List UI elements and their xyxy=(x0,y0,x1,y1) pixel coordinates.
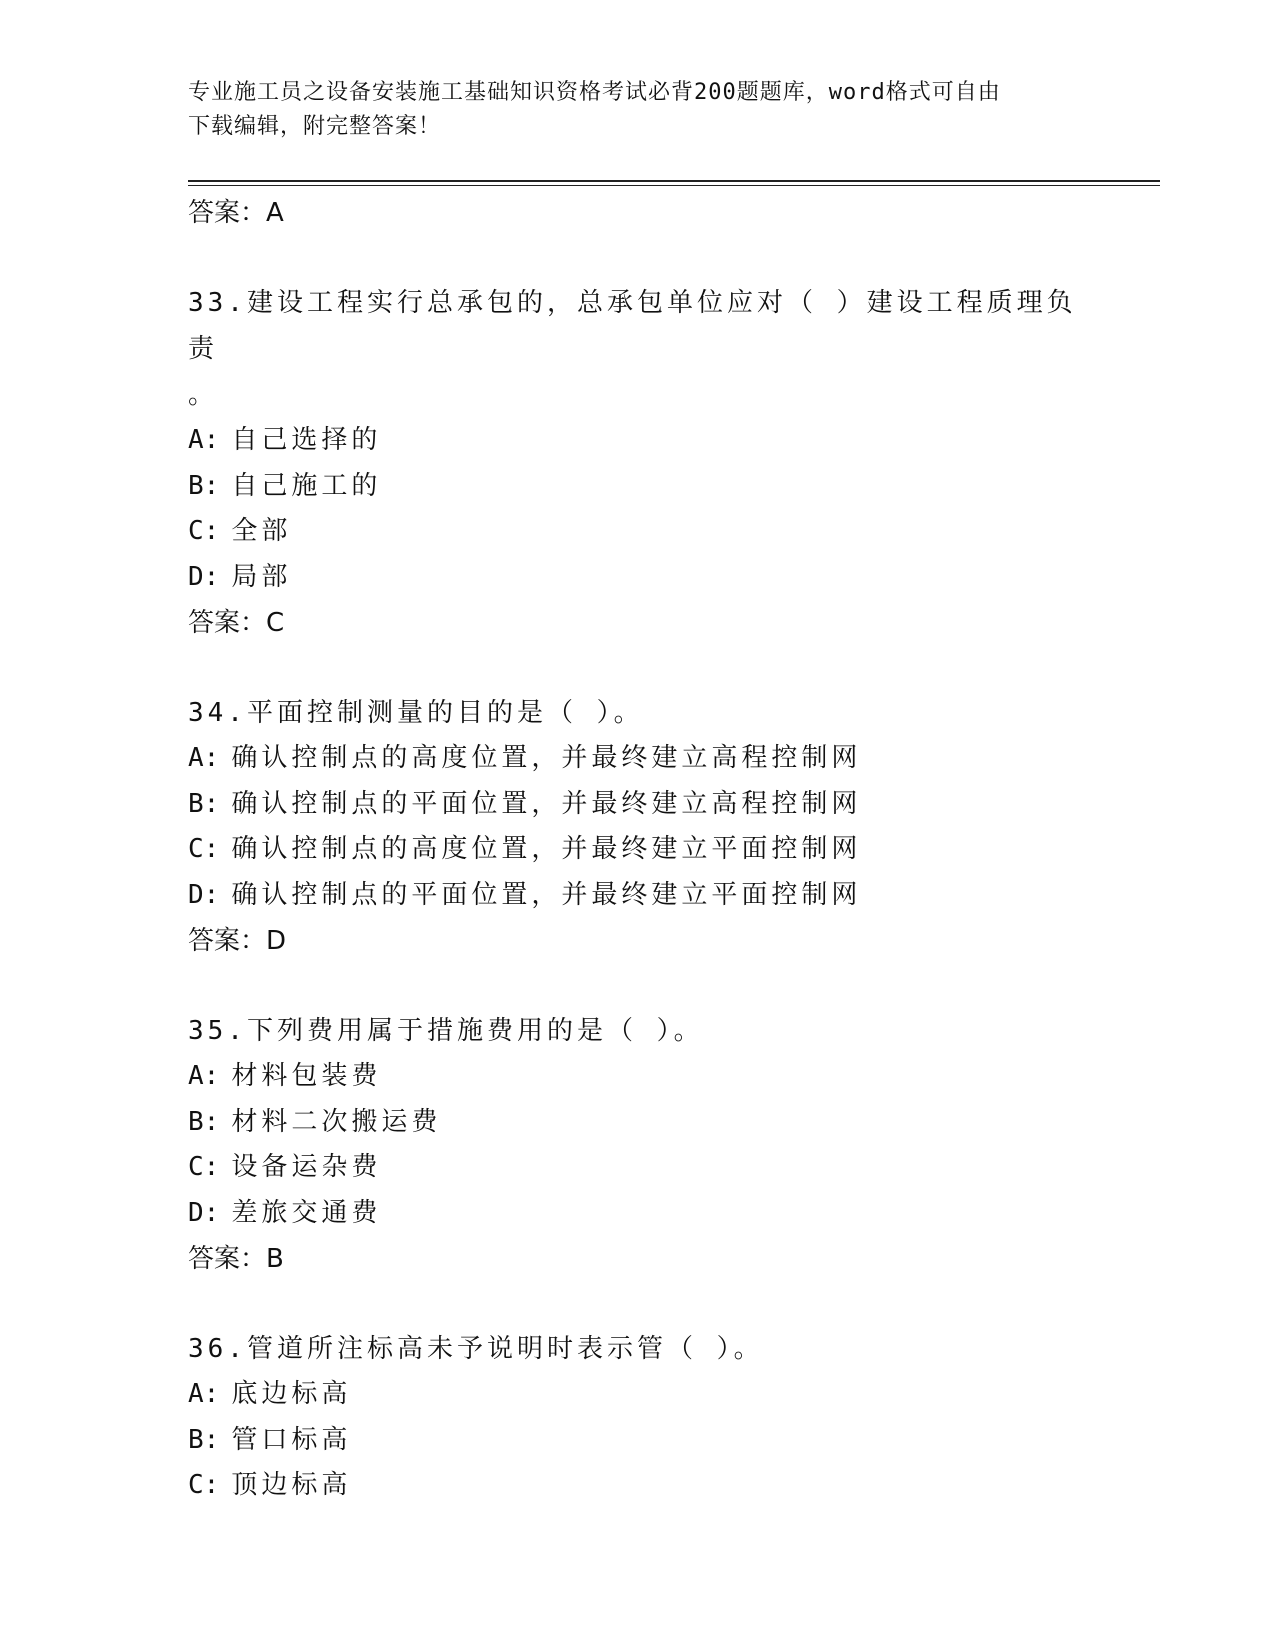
option-label: A xyxy=(188,425,204,455)
option-text: 顶边标高 xyxy=(231,1470,352,1500)
question-stem: 34.平面控制测量的目的是（ ）。 xyxy=(188,698,644,728)
header-line-2: 下载编辑，附完整答案！ xyxy=(188,114,442,139)
option-text: 设备运杂费 xyxy=(231,1152,382,1182)
option-d: D: 局部 xyxy=(188,561,292,592)
option-text: 确认控制点的平面位置，并最终建立高程控制网 xyxy=(231,788,862,819)
option-text: 自己选择的 xyxy=(231,425,382,455)
option-label: A xyxy=(188,1379,204,1409)
option-text: 确认控制点的高度位置，并最终建立高程控制网 xyxy=(231,743,862,773)
option-b: B: 确认控制点的平面位置，并最终建立高程控制网 xyxy=(188,788,862,819)
question-stem: 35.下列费用属于措施费用的是（ ）。 xyxy=(188,1016,704,1046)
option-label: B xyxy=(188,470,204,501)
option-a: A: 材料包装费 xyxy=(188,1061,382,1091)
option-text: 材料二次搬运费 xyxy=(231,1106,442,1137)
question-stem: 36.管道所注标高未予说明时表示管（ ）。 xyxy=(188,1334,764,1364)
option-text: 全部 xyxy=(231,516,292,546)
option-text: 差旅交通费 xyxy=(231,1197,382,1228)
option-label: C xyxy=(188,516,204,546)
option-c: C: 全部 xyxy=(188,516,292,546)
answer: 答案：B xyxy=(188,1244,284,1274)
question-list xyxy=(188,190,1088,1509)
option-b: B: 自己施工的 xyxy=(188,470,382,501)
option-c: C: 确认控制点的高度位置，并最终建立平面控制网 xyxy=(188,834,862,864)
question-33 xyxy=(188,280,1088,646)
option-label: B xyxy=(188,1106,204,1137)
header-line-1: 专业施工员之设备安装施工基础知识资格考试必背200题题库，word格式可自由 xyxy=(188,80,1001,105)
option-label: A xyxy=(188,743,204,773)
option-label: D xyxy=(188,1197,204,1228)
header-rule-thick xyxy=(188,180,1160,182)
answer: 答案：C xyxy=(188,608,285,638)
option-text: 材料包装费 xyxy=(231,1061,382,1091)
option-label: A xyxy=(188,1061,204,1091)
header-rule-thin xyxy=(188,185,1160,186)
question-36 xyxy=(188,1326,1088,1509)
option-label: C xyxy=(188,1470,204,1500)
option-text: 局部 xyxy=(231,561,292,592)
option-text: 管口标高 xyxy=(231,1424,352,1455)
option-text: 确认控制点的平面位置，并最终建立平面控制网 xyxy=(231,879,862,910)
question-stem: 33.建设工程实行总承包的，总承包单位应对（ ）建设工程质理负责 xyxy=(188,288,1077,364)
option-a: A: 底边标高 xyxy=(188,1379,352,1409)
question-34 xyxy=(188,690,1088,964)
option-a: A: 确认控制点的高度位置，并最终建立高程控制网 xyxy=(188,743,862,773)
option-text: 底边标高 xyxy=(231,1379,352,1409)
option-c: C: 设备运杂费 xyxy=(188,1152,382,1182)
question-35 xyxy=(188,1008,1088,1282)
option-d: D: 差旅交通费 xyxy=(188,1197,382,1228)
option-c: C: 顶边标高 xyxy=(188,1470,352,1500)
option-label: B xyxy=(188,1424,204,1455)
option-label: D xyxy=(188,879,204,910)
option-label: C xyxy=(188,1152,204,1182)
option-b: B: 材料二次搬运费 xyxy=(188,1106,442,1137)
option-label: D xyxy=(188,561,204,592)
option-label: B xyxy=(188,788,204,819)
option-b: B: 管口标高 xyxy=(188,1424,352,1455)
option-text: 自己施工的 xyxy=(231,470,382,501)
option-label: C xyxy=(188,834,204,864)
previous-answer: 答案：A xyxy=(188,198,284,228)
option-a: A: 自己选择的 xyxy=(188,425,382,455)
question-stem-continuation: 。 xyxy=(188,380,219,410)
answer: 答案：D xyxy=(188,926,287,956)
document-header xyxy=(188,76,1088,144)
option-text: 确认控制点的高度位置，并最终建立平面控制网 xyxy=(231,834,862,864)
option-d: D: 确认控制点的平面位置，并最终建立平面控制网 xyxy=(188,879,862,910)
